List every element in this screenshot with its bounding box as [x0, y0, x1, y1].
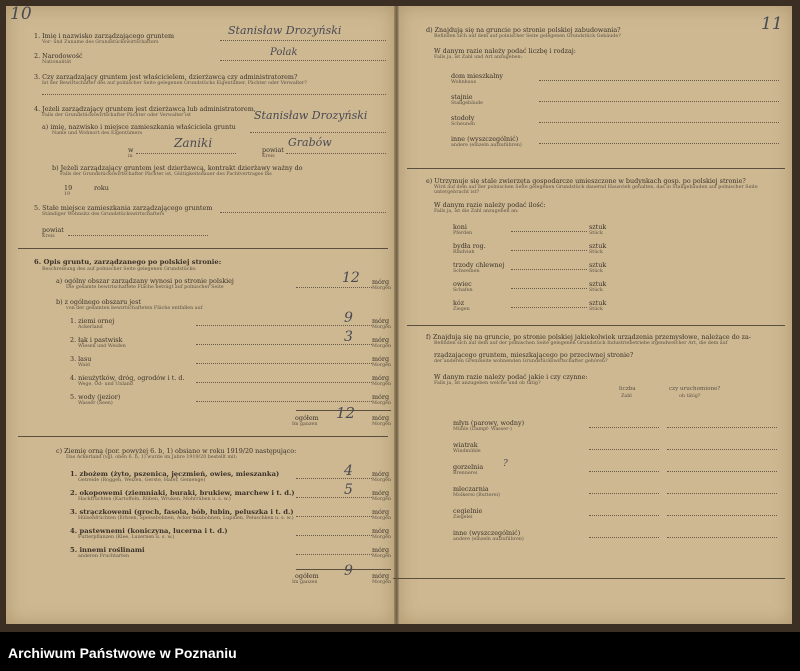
industry-row-sub: Molkerei (Butterei): [453, 493, 500, 498]
qd-label: d) Znajdują się na gruncie po stronie polskiej zabudowania?: [426, 26, 621, 34]
industry-count-line: [589, 449, 659, 450]
qf-col-tatig: ob tätig?: [679, 394, 701, 399]
q3-sub: Ist der Bewirtschafter des auf polnischer Seite gelegenen Grundstücks Eigentümer, Pächter oder Verwalter?: [42, 81, 307, 86]
animal-row-unit-de: Stück: [589, 307, 603, 312]
total1-unit: mórg: [372, 414, 390, 422]
land-row-label: 2. łąk i pastwisk: [70, 336, 123, 344]
animal-row-unit-de: Stück: [589, 250, 603, 255]
total2-label: ogółem: [295, 572, 319, 580]
q6b-sub: von der gesamten bewirtschafteten Fläche entfallen auf: [66, 306, 203, 311]
land-row-label: 1. ziemi ornej: [70, 317, 115, 325]
industry-row-label: młyn (parowy, wodny): [453, 419, 525, 427]
building-row-sub: Scheunen: [451, 122, 476, 127]
land-row-unit-de: Morgen: [372, 363, 392, 368]
q1-label: 1. Imię i nazwisko zarządzającego gruntem: [34, 32, 175, 40]
animal-row-line: [511, 307, 587, 308]
total1-unit-de: Morgen: [372, 422, 392, 427]
qf-intro-sub: Falls ja, ist anzugeben welche und ob tätig?: [434, 381, 541, 386]
crop-row-value: 4: [344, 463, 353, 479]
building-row-label: inne (wyszczególnić): [451, 135, 519, 143]
q6b-label: b) z ogólnego obszaru jest: [56, 298, 141, 306]
crop-row-unit-de: Morgen: [372, 516, 392, 521]
building-row-label: dom mieszkalny: [451, 72, 504, 80]
industry-row-sub: Brennerei: [453, 471, 478, 476]
crop-row-unit: mórg: [372, 489, 390, 497]
q6a-unit-de: Morgen: [372, 286, 392, 291]
land-row-unit: mórg: [372, 336, 390, 344]
crop-row-unit: mórg: [372, 527, 390, 535]
animal-row-sub: Rindvieh: [453, 250, 475, 255]
industry-status-line: [667, 515, 777, 516]
q4a-powiat: powiat: [262, 146, 284, 154]
crop-row-unit: mórg: [372, 470, 390, 478]
total1-sub: Im ganzen: [292, 422, 318, 427]
q4a-place: Zaniki: [174, 136, 213, 150]
industry-status-line: [667, 449, 777, 450]
q4b-roku: roku: [94, 184, 109, 192]
crop-row-label: 4. pastewnemi (koniczyna, lucerna i t. d.): [70, 527, 228, 535]
industry-status-line: [667, 493, 777, 494]
crop-row-line: [296, 497, 372, 498]
q2-label: 2. Narodowość: [34, 52, 83, 60]
page-number-right: 11: [761, 14, 783, 34]
building-row-line: [539, 80, 779, 81]
total2-value: 9: [344, 563, 353, 579]
crop-row-label: 2. okopowemi (ziemniaki, buraki, brukiew, marchew i t. d.): [70, 489, 295, 497]
crop-row-sub: Futterpflanzen (Klee, Luzernen u. s. w.): [78, 535, 175, 540]
land-row-unit: mórg: [372, 355, 390, 363]
land-row-line: [196, 382, 372, 383]
qf-label: f) Znajdują się na gruncie, po stronie polskiej jakiekolwiek urządzenia przemysłowe, należące do za-: [426, 333, 752, 341]
building-row-sub: Stallgebäude: [451, 101, 483, 106]
q1-sub: Vor- und Zuname des Grundstückswirtschafters: [42, 40, 159, 45]
land-row-line: [196, 363, 372, 364]
total2-sub: Im ganzen: [292, 580, 318, 585]
land-row-unit-de: Morgen: [372, 325, 392, 330]
industry-row-sub: Ziegelei: [453, 515, 473, 520]
crop-row-label: 5. innemi roślinami: [70, 546, 145, 554]
crop-row-label: 1. zbożem (żyto, pszenica, jęczmień, owies, mieszanka): [70, 470, 280, 478]
crop-row-label: 3. strączkowemi (groch, fasola, bób, łubin, peluszka i t. d.): [70, 508, 294, 516]
land-row-label: 4. nieużytków, dróg, ogrodów i t. d.: [70, 374, 185, 382]
archive-footer: [0, 632, 800, 671]
crop-row-sub: Getreide (Roggen, Weizen, Gerste, Hafer, Gemenge): [78, 478, 206, 483]
q6a-sub: Die gesamte bewirtschaftete Fläche beträgt auf polnischer Seite: [66, 285, 224, 290]
left-page: 10 1. Imię i nazwisko zarządzającego gruntem Vor- und Zuname des Grundstückswirtschafters Stanisław Drozyński 2. Narodowość Nationalität Polak 3. Czy zarządzający gruntem jest właścicielem, dzierżawcą czy administratorem? Ist der Bewirtschafter des auf polnischer Seite gelegenen Grundstücks Eigentümer, Pächter oder Verwalter? 4. Jeżeli zarządzający gruntem jest dzierżawcą lub administratorem, Falls der Grundstückswirtschafter Pächter oder Verwalter ist a) imię, nazwisko i miejsce zamieszkania właściciela gruntu Name und Wohnort des Eigentümers Stanisław Drozyński w in Zaniki powiat Kreis Grabów b) Jeżeli zarządzający gruntem jest dzierżawcą, kontrakt dzierżawy ważny do Falls der Grundstückswirtschafter Pächter ist, Gültigkeitsdauer des Pachtvertrages bis 19 19 roku 5. Stałe miejsce zamieszkania zarządzającego gruntem Ständiger Wohnsitz des Grundstückswirtschafters powiat Kreis 6. Opis gruntu, zarządzanego po polskiej stronie: Beschreibung des auf polnischer Seite gelegenen Grundstücks: a) ogólny obszar zarządzany wynosi po stronie polskiej Die gesamte bewirtschaftete Fläche beträgt auf polnischer Seite 12 mórg Morgen b) z ogólnego obszaru jest von der gesamten bewirtschafteten Fläche entfallen auf ogółem Im ganzen 12 mórg Morgen c) Ziemię orną (por. powyżej 6. b, 1) obsiano w roku 1919/20 następująco: Das Ackerland (vgl. oben 6. b, 1) wurde im Jahre 1919/20 bestellt mit: ogółem Im ganzen 9 mórg Morgen 1. ziemi ornej Ackerland 9 mórg Morgen 2. łąk i pastwisk Wiesen und Weiden 3 mórg Morgen 3. lasu Wald mórg Morgen 4. nieużytków, dróg, ogrodów i t. d. Wege, Öd- und Unland mórg Morgen 5. wody (jezior) Wasser (Seen) mórg Morgen 1. zbożem (żyto, pszenica, jęczmień, owies, mieszanka) Getreide (Roggen, Weizen, Gerste, Hafer, Gemenge) 4 mórg Morgen 2. okopowemi (ziemniaki, buraki, brukiew, marchew i t. d.) Hackfrüchten (Kartoffeln, Rüben, Wruken, Mohrrüben u. s. w.) 5 mórg Morgen 3. strączkowemi (groch, fasola, bób, łubin, peluszka i t. d.) Hülsenfrüchten (Erbsen, Speisebohnen, Acker-Saubohnen, Lupinen, Peluschken u. s. w.) mórg Morgen 4. pastewnemi (koniczyna, lucerna i t. d.) Futterpflanzen (Klee, Luzernen u. s. w.) mórg Morgen 5. innemi roślinami anderen Fruchtarten mórg Morgen: [6, 6, 394, 624]
industry-row-label: gorzelnia: [453, 463, 484, 471]
industry-count-line: [589, 515, 659, 516]
q2-answer: Polak: [270, 47, 298, 58]
crop-row-unit: mórg: [372, 508, 390, 516]
archive-name: Archiwum Państwowe w Poznaniu: [8, 645, 237, 661]
animal-row-unit: sztuk: [589, 223, 607, 231]
building-row-label: stajnie: [451, 93, 473, 101]
industry-count-line: [589, 537, 659, 538]
q4a-county: Grabów: [288, 136, 332, 149]
land-row-label: 5. wody (jezior): [70, 393, 121, 401]
land-row-sub: Ackerland: [78, 325, 103, 330]
qe-label: e) Utrzymuje się stale zwierzęta gospodarcze umieszczone w budynkach gosp. po polskiej stronie?: [426, 177, 746, 185]
crop-row-unit-de: Morgen: [372, 535, 392, 540]
animal-row-label: koni: [453, 223, 467, 231]
qe-intro: W danym razie należy podać ilość:: [434, 201, 546, 209]
land-row-unit-de: Morgen: [372, 344, 392, 349]
industry-row-sub: Windmühle: [453, 449, 481, 454]
q3-label: 3. Czy zarządzający gruntem jest właścicielem, dzierżawcą czy administratorem?: [34, 73, 298, 81]
total2-unit: mórg: [372, 572, 390, 580]
animal-row-unit-de: Stück: [589, 269, 603, 274]
land-row-value: 3: [344, 329, 353, 345]
land-row-sub: Wege, Öd- und Unland: [78, 382, 133, 387]
animal-row-unit-de: Stück: [589, 231, 603, 236]
crop-row-line: [296, 478, 372, 479]
q4b-19: 19: [64, 184, 73, 192]
building-row-sub: andere (einzeln aufzuführen): [451, 143, 522, 148]
industry-row-label: mleczarnia: [453, 485, 489, 493]
industry-status-line: [667, 537, 777, 538]
qd-intro-sub: Falls ja, ist Zahl und Art anzugeben:: [434, 55, 523, 60]
industry-count-line: [589, 493, 659, 494]
q6c-sub: Das Ackerland (vgl. oben 6. b, 1) wurde im Jahre 1919/20 bestellt mit:: [66, 455, 238, 460]
industry-status-line: [667, 471, 777, 472]
q4b-label: b) Jeżeli zarządzający gruntem jest dzierżawcą, kontrakt dzierżawy ważny do: [52, 164, 303, 172]
crop-row-sub: Hülsenfrüchten (Erbsen, Speisebohnen, Acker-Saubohnen, Lupinen, Peluschken u. s. w.): [78, 516, 294, 521]
q6c-label: c) Ziemię orną (por. powyżej 6. b, 1) obsiano w roku 1919/20 następująco:: [56, 447, 297, 455]
animal-row-label: trzody chlewnej: [453, 261, 505, 269]
qf-col-zahl: Zahl: [621, 394, 632, 399]
q4a-owner: Stanisław Drozyński: [254, 109, 368, 122]
page-number-left: 10: [10, 4, 32, 24]
qf-col-uruchomione: czy uruchomione?: [669, 386, 721, 392]
q6a-label: a) ogólny obszar zarządzany wynosi po stronie polskiej: [56, 277, 234, 285]
animal-row-sub: Schafen: [453, 288, 473, 293]
q4a-kreis: Kreis: [262, 154, 275, 159]
q2-sub: Nationalität: [42, 60, 72, 65]
q6a-unit: mórg: [372, 278, 390, 286]
industry-status-line: [667, 427, 777, 428]
industry-row-sub: Mühle (Dampf- Wasser-): [453, 427, 512, 432]
land-row-unit-de: Morgen: [372, 382, 392, 387]
qf-intro: W danym razie należy podać jakie i czy czynne:: [434, 373, 588, 381]
crop-row-sub: Hackfrüchten (Kartoffeln, Rüben, Wruken, Mohrrüben u. s. w.): [78, 497, 231, 502]
qf-col-liczba: liczba: [619, 386, 636, 392]
total2-unit-de: Morgen: [372, 580, 392, 585]
animal-row-line: [511, 269, 587, 270]
q6-label: 6. Opis gruntu, zarządzanego po polskiej stronie:: [34, 258, 222, 266]
industry-row-label: cegielnie: [453, 507, 483, 515]
crop-row-unit-de: Morgen: [372, 554, 392, 559]
land-row-unit: mórg: [372, 374, 390, 382]
animal-row-sub: Schweinen: [453, 269, 480, 274]
building-row-sub: Wohnhaus: [451, 80, 477, 85]
crop-row-unit-de: Morgen: [372, 478, 392, 483]
qf-label2: rządzającego gruntem, mieszkającego po przeciwnej stronie?: [434, 351, 634, 359]
animal-row-line: [511, 288, 587, 289]
q4b-sub: Falls der Grundstückswirtschafter Pächter ist, Gültigkeitsdauer des Pachtvertrages bis: [60, 172, 272, 177]
animal-row-unit: sztuk: [589, 299, 607, 307]
industry-row-mark: ?: [503, 459, 508, 469]
animal-row-unit-de: Stück: [589, 288, 603, 293]
crop-row-value: 5: [344, 482, 353, 498]
qe-intro-sub: Falls ja, ist die Zahl anzugeben an:: [434, 209, 519, 214]
crop-row-unit: mórg: [372, 546, 390, 554]
land-row-unit: mórg: [372, 317, 390, 325]
animal-row-label: bydła rog.: [453, 242, 486, 250]
qf-sub: Befinden sich auf dem auf der polnischen Seite gelegenen Grundstück Industriebetriebe irgendwelcher Art, die dem auf: [434, 341, 728, 346]
qd-sub: Befinden sich auf dem auf polnischer Seite gelegenen Grundstück Gebäude?: [434, 34, 621, 39]
q4-sub: Falls der Grundstückswirtschafter Pächter oder Verwalter ist: [42, 113, 191, 118]
building-row-line: [539, 101, 779, 102]
animal-row-line: [511, 231, 587, 232]
industry-row-label: wiatrak: [453, 441, 478, 449]
industry-count-line: [589, 471, 659, 472]
q5-sub: Ständiger Wohnsitz des Grundstückswirtschafters: [42, 212, 165, 217]
land-row-sub: Wald: [78, 363, 90, 368]
total1-label: ogółem: [295, 414, 319, 422]
industry-row-label: inne (wyszczególnić): [453, 529, 521, 537]
crop-row-line: [296, 554, 372, 555]
building-row-line: [539, 122, 779, 123]
crop-row-sub: anderen Fruchtarten: [78, 554, 130, 559]
total1-value: 12: [336, 404, 356, 422]
q6a-value: 12: [342, 270, 360, 286]
land-row-value: 9: [344, 310, 353, 326]
animal-row-sub: Ziegen: [453, 307, 470, 312]
industry-count-line: [589, 427, 659, 428]
crop-row-unit-de: Morgen: [372, 497, 392, 502]
animal-row-unit: sztuk: [589, 261, 607, 269]
land-row-unit-de: Morgen: [372, 401, 392, 406]
land-row-line: [196, 401, 372, 402]
q4a-label: a) imię, nazwisko i miejsce zamieszkania właściciela gruntu: [42, 123, 236, 131]
q5-kreis: Kreis: [42, 234, 55, 239]
q6-sub: Beschreibung des auf polnischer Seite gelegenen Grundstücks:: [42, 267, 197, 272]
animal-row-unit: sztuk: [589, 242, 607, 250]
animal-row-label: kóz: [453, 299, 465, 307]
building-row-line: [539, 143, 779, 144]
q5-label: 5. Stałe miejsce zamieszkania zarządzającego gruntem: [34, 204, 213, 212]
building-row-label: stodoły: [451, 114, 475, 122]
q1-answer: Stanisław Drozyński: [228, 24, 342, 37]
animal-row-sub: Pferden: [453, 231, 473, 236]
animal-row-label: owiec: [453, 280, 472, 288]
q4a-in: in: [128, 154, 133, 159]
land-row-sub: Wasser (Seen): [78, 401, 113, 406]
qf-sub2: der anderen Grenzseite wohnenden Grundstückswirtschafter gehören?: [434, 359, 608, 364]
q4a-sub: Name und Wohnort des Eigentümers: [52, 131, 143, 136]
q4-label: 4. Jeżeli zarządzający gruntem jest dzierżawcą lub administratorem,: [34, 105, 256, 113]
qd-intro: W danym razie należy podać liczbę i rodzaj:: [434, 47, 576, 55]
crop-row-line: [296, 535, 372, 536]
q4a-w: w: [128, 146, 134, 154]
animal-row-unit: sztuk: [589, 280, 607, 288]
q5-powiat: powiat: [42, 226, 64, 234]
land-row-unit: mórg: [372, 393, 390, 401]
industry-row-sub: andere (einzeln aufzuführen): [453, 537, 524, 542]
qe-sub: Wird auf dem auf der polnischen Seite gelegenen Grundstück dauernd Hausvieh gehalten, das in Stallgebäuden auf polnischer Seite untergebracht ist?: [434, 185, 758, 195]
land-row-sub: Wiesen und Weiden: [78, 344, 126, 349]
land-row-label: 3. lasu: [70, 355, 92, 363]
right-page: [399, 6, 792, 624]
crop-row-line: [296, 516, 372, 517]
animal-row-line: [511, 250, 587, 251]
